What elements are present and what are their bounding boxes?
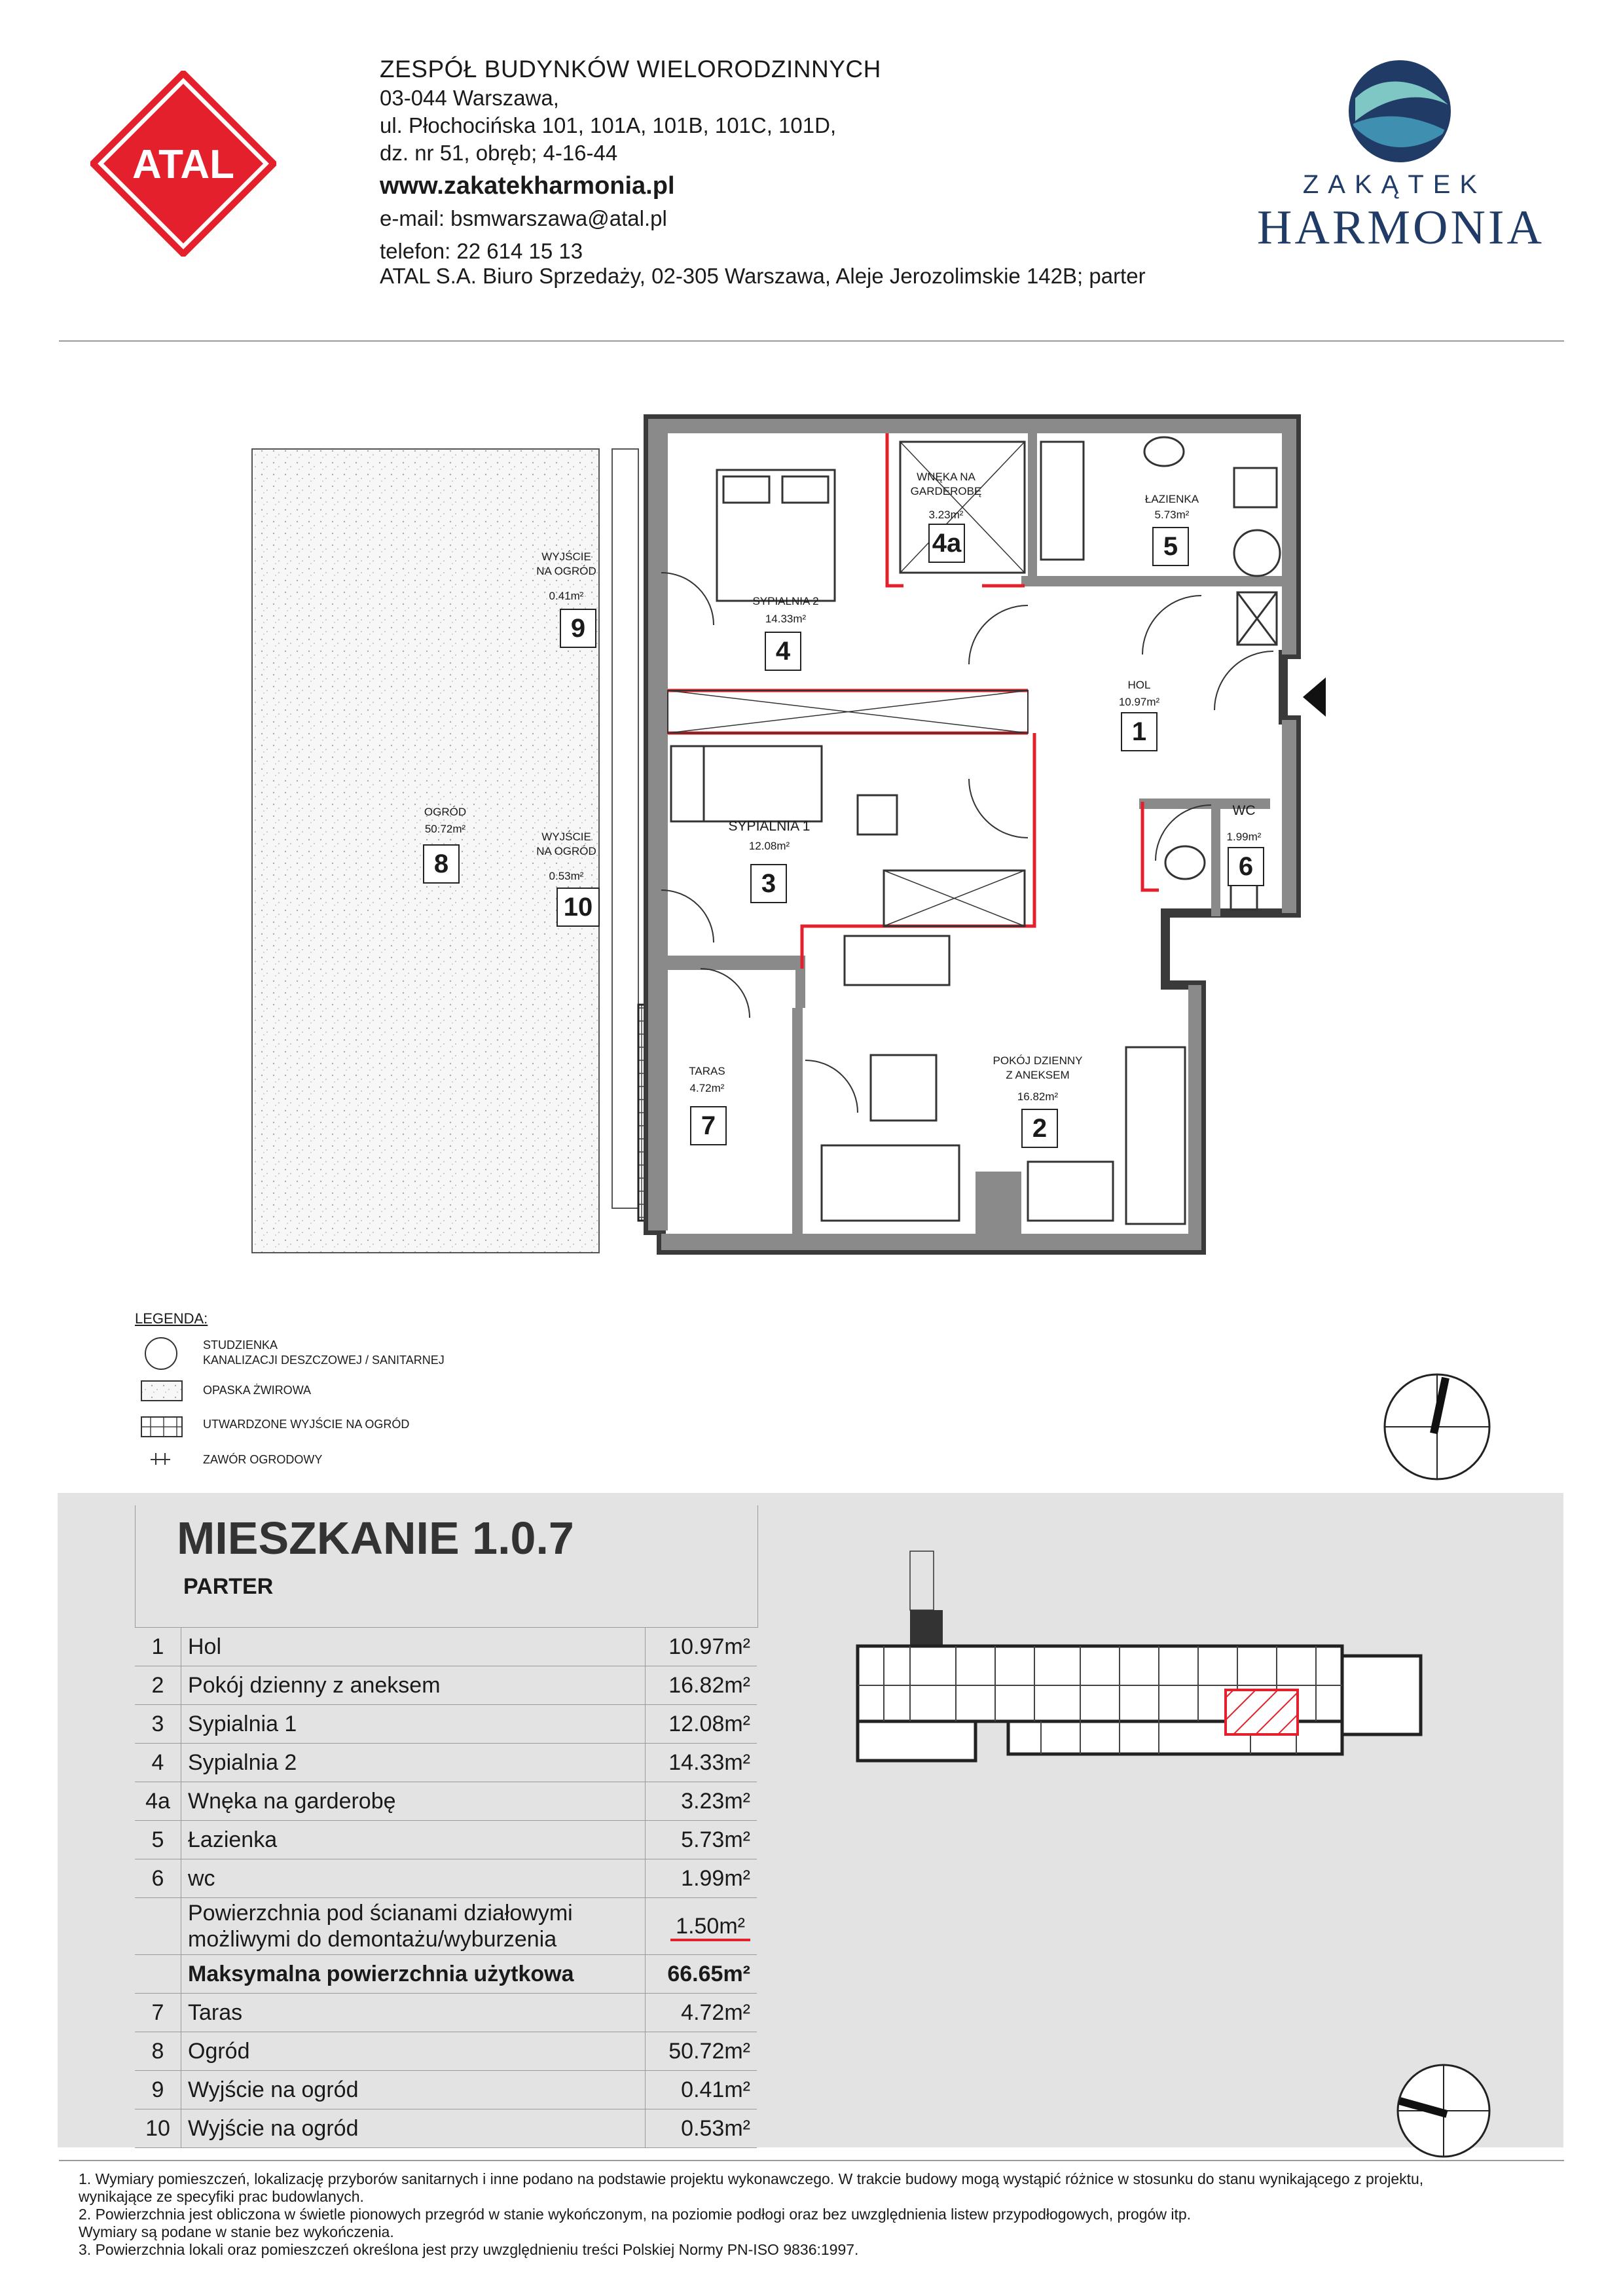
legend-item: KANALIZACJI DESZCZOWEJ / SANITARNEJ [203, 1354, 445, 1367]
highlighted-apartment [1226, 1690, 1298, 1734]
gravel-strip-icon [141, 1381, 182, 1401]
room-name: TARAS [689, 1065, 725, 1077]
title-box [135, 1505, 758, 1628]
footer-divider [59, 2160, 1564, 2161]
room-number: 6 [1228, 847, 1264, 886]
footnote: 2. Powierzchnia jest obliczona w świetle pionowych przegród w stanie wykończonym, na poziomie podłogi oraz bez uwzględnienia listew przypodłogowych, progów itp. [79, 2206, 1192, 2223]
room-area: 1.99m² [1226, 831, 1262, 843]
table-row: 8 Ogród 50.72m² [135, 2032, 757, 2071]
max-area-row: Maksymalna powierzchnia użytkowa 66.65m² [135, 1955, 757, 1994]
table-row: 2 Pokój dzienny z aneksem 16.82m² [135, 1666, 757, 1705]
footnotes [79, 2170, 1552, 2259]
footnote: 3. Powierzchnia lokali oraz pomieszczeń określona jest przy uwzględnieniu treści Polskiej Normy PN-ISO 9836:1997. [79, 2241, 859, 2258]
legend-icons [137, 1335, 190, 1473]
room-area: 12.08m² [748, 840, 790, 852]
apartment-title: MIESZKANIE 1.0.7 [177, 1513, 574, 1564]
table-row: 4 Sypialnia 2 14.33m² [135, 1744, 757, 1782]
table-row: 4a Wnęka na garderobę 3.23m² [135, 1782, 757, 1821]
legend-item: ZAWÓR OGRODOWY [203, 1453, 323, 1466]
footnote: wynikające ze specyfiki prac budowlanych. [79, 2188, 364, 2205]
room-name: SYPIALNIA 2 [752, 595, 819, 607]
phone-text: telefon: 22 614 15 13 [380, 239, 583, 263]
harmonia-line1: ZAKĄTEK [1302, 170, 1487, 199]
room-area: 10.97m² [1118, 696, 1160, 708]
apartment-floor: PARTER [183, 1574, 274, 1599]
room-name: HOL [1127, 679, 1151, 691]
table-row: 9 Wyjście na ogród 0.41m² [135, 2071, 757, 2109]
legend-title: LEGENDA: [135, 1310, 208, 1327]
room-area: 16.82m² [1017, 1090, 1059, 1103]
compass-icon [1395, 2062, 1493, 2160]
project-title: ZESPÓŁ BUDYNKÓW WIELORODZINNYCH [380, 56, 881, 82]
room-number: 3 [750, 864, 787, 903]
room-area: 4.72m² [689, 1082, 725, 1094]
room-area: 50.72m² [424, 823, 466, 835]
table-row: 7 Taras 4.72m² [135, 1994, 757, 2032]
room-area: 3.23m² [928, 509, 964, 521]
office-address: ATAL S.A. Biuro Sprzedaży, 02-305 Warszawa, Aleje Jerozolimskie 142B; parter [380, 264, 1146, 288]
room-area: 0.41m² [549, 590, 584, 602]
paved-exit-icon [141, 1417, 182, 1437]
room-number: 2 [1021, 1109, 1058, 1148]
building-key-plan [845, 1545, 1460, 1767]
project-city: 03-044 Warszawa, [380, 86, 559, 110]
room-name: OGRÓD [424, 806, 467, 818]
rooms-table [135, 1628, 757, 2148]
project-street: ul. Płochocińska 101, 101A, 101B, 101C, 101D, [380, 113, 837, 137]
room-number: 4 [765, 632, 801, 671]
room-name: SYPIALNIA 1 [728, 819, 811, 834]
legend-item: OPASKA ŻWIROWA [203, 1384, 312, 1397]
table-row: 1 Hol 10.97m² [135, 1628, 757, 1666]
footnote: 1. Wymiary pomieszczeń, lokalizację przyborów sanitarnych i inne podano na podstawie projektu wykonawczego. W trakcie budowy mogą wystąpić różnice w stosunku do stanu wynikającego z projektu, [79, 2170, 1424, 2187]
room-number: 7 [690, 1106, 727, 1145]
room-name: WYJŚCIE NA OGRÓD [536, 831, 596, 857]
table-row: 5 Łazienka 5.73m² [135, 1821, 757, 1859]
harmonia-line2: HARMONIA [1257, 201, 1544, 255]
compass-icon [1381, 1371, 1493, 1482]
room-name: WYJŚCIE NA OGRÓD [536, 550, 596, 577]
room-name: WC [1232, 803, 1256, 818]
manhole-icon [145, 1338, 177, 1369]
legend-item: UTWARDZONE WYJŚCIE NA OGRÓD [203, 1418, 410, 1431]
room-area: 14.33m² [765, 613, 807, 625]
room-number: 1 [1121, 712, 1158, 751]
room-number: 8 [423, 844, 460, 884]
legend-item: STUDZIENKA [203, 1338, 278, 1352]
room-area: 5.73m² [1154, 509, 1190, 521]
garden-valve-icon [151, 1453, 170, 1465]
room-number: 5 [1152, 527, 1189, 566]
footnote: Wymiary są podane w stanie bez wykończenia. [79, 2223, 394, 2240]
entrance-arrow-icon [1303, 677, 1326, 717]
room-number: 9 [560, 609, 596, 648]
room-name: ŁAZIENKA [1144, 493, 1199, 505]
table-row: 3 Sypialnia 1 12.08m² [135, 1705, 757, 1744]
room-name: WNĘKA NA GARDEROBĘ [910, 471, 982, 497]
walls-area: 1.50m² [670, 1914, 750, 1941]
email-link[interactable]: e-mail: bsmwarszawa@atal.pl [380, 206, 667, 230]
room-name: POKÓJ DZIENNY Z ANEKSEM [993, 1054, 1083, 1081]
room-number: 4a [928, 524, 965, 563]
walls-row: Powierzchnia pod ścianami działowymi możliwymi do demontażu/wyburzenia 1.50m² [135, 1898, 757, 1955]
table-row: 6 wc 1.99m² [135, 1859, 757, 1898]
room-area: 0.53m² [549, 870, 584, 882]
atal-logo-text: ATAL [132, 142, 235, 187]
website-link[interactable]: www.zakatekharmonia.pl [380, 172, 675, 200]
table-row: 10 Wyjście na ogród 0.53m² [135, 2109, 757, 2148]
project-plot: dz. nr 51, obręb; 4-16-44 [380, 141, 618, 165]
room-number: 10 [556, 888, 600, 927]
